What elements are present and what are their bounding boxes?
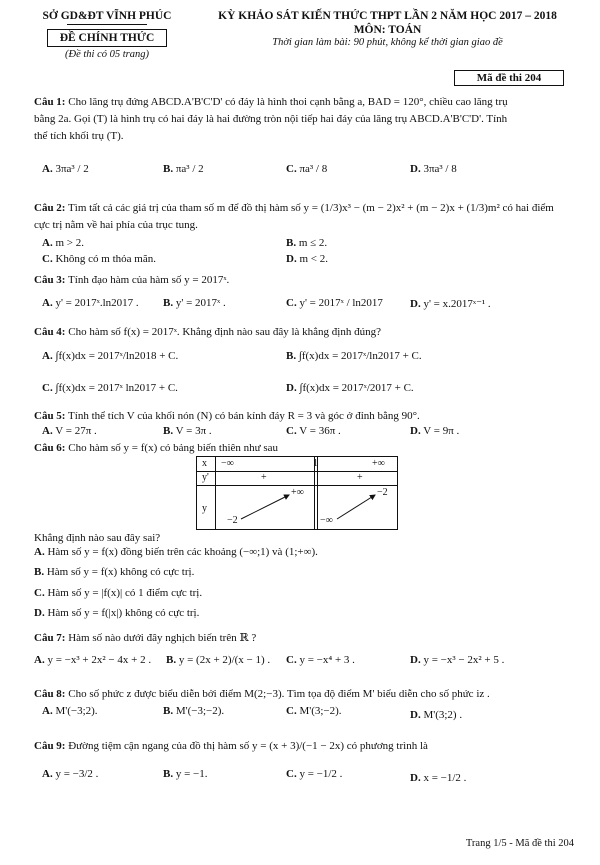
q1-text1: Cho lăng trụ đứng ABCD.A'B'C'D' có đáy là hình thoi cạnh bằng a, BAD = 120°, chiều cao lăng trụ: [68, 96, 508, 108]
q5-option-a[interactable]: A. V = 27π .: [42, 425, 97, 437]
question-2: [34, 200, 579, 234]
page-footer: Trang 1/5 - Mã đề thi 204: [465, 838, 574, 849]
q5-option-c[interactable]: C. V = 36π .: [286, 425, 341, 437]
q3-label: Câu 3:: [34, 274, 66, 286]
q7-option-d[interactable]: D. y = −x³ − 2x² + 5 .: [410, 654, 505, 666]
subject: MÔN: TOÁN: [353, 24, 422, 36]
q7-option-b[interactable]: B. y = (2x + 2)/(x − 1) .: [166, 654, 271, 666]
question-4: [34, 324, 579, 341]
q7-text: Hàm số nào dưới đây nghịch biến trên ℝ ?: [68, 632, 257, 644]
q1-option-c[interactable]: C. πa³ / 8: [286, 163, 328, 175]
q3-option-c[interactable]: C. y' = 2017ˣ / ln2017: [286, 297, 383, 309]
q8-label: Câu 8:: [34, 688, 66, 700]
q7-option-a[interactable]: A. y = −x³ + 2x² − 4x + 2 .: [34, 654, 152, 666]
q3-option-a[interactable]: A. y' = 2017ˣ.ln2017 .: [42, 297, 139, 309]
header-left: [32, 10, 182, 60]
exam-title: KỲ KHẢO SÁT KIẾN THỨC THPT LẦN 2 NĂM HỌC 2017 – 2018: [218, 10, 557, 22]
question-6: [34, 440, 579, 457]
q5-option-b[interactable]: B. V = 3π .: [163, 425, 212, 437]
q2-label: Câu 2:: [34, 202, 66, 214]
divider: [67, 24, 147, 25]
question-8: [34, 686, 579, 703]
q8-option-a[interactable]: A. M'(−3;2).: [42, 705, 98, 717]
header-right: [195, 10, 580, 48]
question-3: [34, 272, 579, 289]
question-9: [34, 738, 579, 755]
vt-arrows: [197, 457, 397, 529]
q8-option-b[interactable]: B. M'(−3;−2).: [163, 705, 225, 717]
q1-text3: thể tích khối trụ (T).: [34, 130, 124, 142]
vt-ninf: −∞: [221, 458, 234, 469]
q7-option-c[interactable]: C. y = −x⁴ + 3 .: [286, 654, 355, 666]
question-5: [34, 408, 579, 425]
q8-option-d[interactable]: D. M'(3;2) .: [410, 709, 463, 721]
vt-x-label: x: [202, 458, 207, 469]
q9-option-c[interactable]: C. y = −1/2 .: [286, 768, 343, 780]
q1-option-d[interactable]: D. 3πa³ / 8: [410, 163, 457, 175]
vt-yp-label: y': [202, 472, 209, 483]
q2-option-b[interactable]: B. m ≤ 2.: [286, 237, 328, 249]
q4-option-d[interactable]: D. ∫f(x)dx = 2017ˣ/2017 + C.: [286, 382, 414, 394]
vt-plus-1: +: [261, 472, 267, 483]
q6-question: Khẳng định nào sau đây sai?: [34, 532, 161, 544]
exam-code: Mã đề thi 204: [454, 70, 564, 86]
q5-text: Tính thể tích V của khối nón (N) có bán kính đáy R = 3 và góc ở đỉnh bằng 90°.: [68, 410, 420, 422]
q3-option-d[interactable]: D. y' = x.2017ˣ⁻¹ .: [410, 298, 491, 310]
q6-option-d[interactable]: D. Hàm số y = f(|x|) không có cực trị.: [34, 607, 200, 619]
vt-pinf-mid: +∞: [291, 487, 304, 498]
q5-label: Câu 5:: [34, 410, 66, 422]
q3-option-b[interactable]: B. y' = 2017ˣ .: [163, 297, 226, 309]
vt-minus2-right: −2: [377, 487, 388, 498]
q9-label: Câu 9:: [34, 740, 66, 752]
q1-option-b[interactable]: B. πa³ / 2: [163, 163, 204, 175]
time-note: Thời gian làm bài: 90 phút, không kể thời gian giao đề: [272, 37, 503, 48]
vt-one: 1: [313, 458, 318, 469]
q6-option-c[interactable]: C. Hàm số y = |f(x)| có 1 điểm cực trị.: [34, 587, 203, 599]
q7-label: Câu 7:: [34, 632, 66, 644]
official-badge: ĐỀ CHÍNH THỨC: [47, 29, 167, 47]
q6-option-a[interactable]: A. Hàm số y = f(x) đồng biến trên các khoảng (−∞;1) và (1;+∞).: [34, 546, 318, 558]
q2-option-c[interactable]: C. Không có m thỏa mãn.: [42, 253, 156, 265]
q4-option-a[interactable]: A. ∫f(x)dx = 2017ˣ/ln2018 + C.: [42, 350, 179, 362]
q2-option-a[interactable]: A. m > 2.: [42, 237, 84, 249]
q8-option-c[interactable]: C. M'(3;−2).: [286, 705, 342, 717]
q2-option-d[interactable]: D. m < 2.: [286, 253, 328, 265]
q6-text: Cho hàm số y = f(x) có bảng biến thiên như sau: [68, 442, 279, 454]
question-7: [34, 630, 579, 647]
q4-text: Cho hàm số f(x) = 2017ˣ. Khẳng định nào sau đây là khẳng định đúng?: [68, 326, 381, 338]
q2-text2: cực trị nằm về hai phía của trục tung.: [34, 219, 198, 231]
department: SỞ GD&ĐT VĨNH PHÚC: [42, 10, 172, 22]
vt-y-label: y: [202, 503, 207, 514]
q1-option-a[interactable]: A. 3πa³ / 2: [42, 163, 89, 175]
vt-minus2-left: −2: [227, 515, 238, 526]
q6-option-b[interactable]: B. Hàm số y = f(x) không có cực trị.: [34, 566, 195, 578]
q8-text: Cho số phức z được biểu diễn bởi điểm M(2;−3). Tìm tọa độ điểm M' biểu diễn cho số phức iz .: [68, 688, 490, 700]
vt-pinf: +∞: [372, 458, 385, 469]
q9-text: Đường tiệm cận ngang của đồ thị hàm số y = (x + 3)/(−1 − 2x) có phương trình là: [68, 740, 428, 752]
q9-option-a[interactable]: A. y = −3/2 .: [42, 768, 99, 780]
q3-text: Tính đạo hàm của hàm số y = 2017ˣ.: [68, 274, 230, 286]
vt-plus-2: +: [357, 472, 363, 483]
q1-text2: bằng 2a. Gọi (T) là hình trụ có hai đáy là hai đường tròn nội tiếp hai đáy của lăng trụ ABCD.A'B'C'D'. Tính: [34, 113, 508, 125]
q2-text1: Tìm tất cả các giá trị của tham số m để đồ thị hàm số y = (1/3)x³ − (m − 2)x² + (m − 2)x + (1/3)m² có hai điểm: [68, 202, 554, 214]
question-1: [34, 94, 579, 145]
q5-option-d[interactable]: D. V = 9π .: [410, 425, 460, 437]
vt-ninf-mid: −∞: [320, 515, 333, 526]
q4-option-c[interactable]: C. ∫f(x)dx = 2017ˣ ln2017 + C.: [42, 382, 178, 394]
q4-option-b[interactable]: B. ∫f(x)dx = 2017ˣ/ln2017 + C.: [286, 350, 422, 362]
pages-note: (Đề thi có 05 trang): [65, 49, 149, 60]
q9-option-d[interactable]: D. x = −1/2 .: [410, 772, 467, 784]
variation-table: [196, 456, 398, 530]
q6-label: Câu 6:: [34, 442, 66, 454]
q9-option-b[interactable]: B. y = −1.: [163, 768, 208, 780]
q1-label: Câu 1:: [34, 96, 66, 108]
q4-label: Câu 4:: [34, 326, 66, 338]
